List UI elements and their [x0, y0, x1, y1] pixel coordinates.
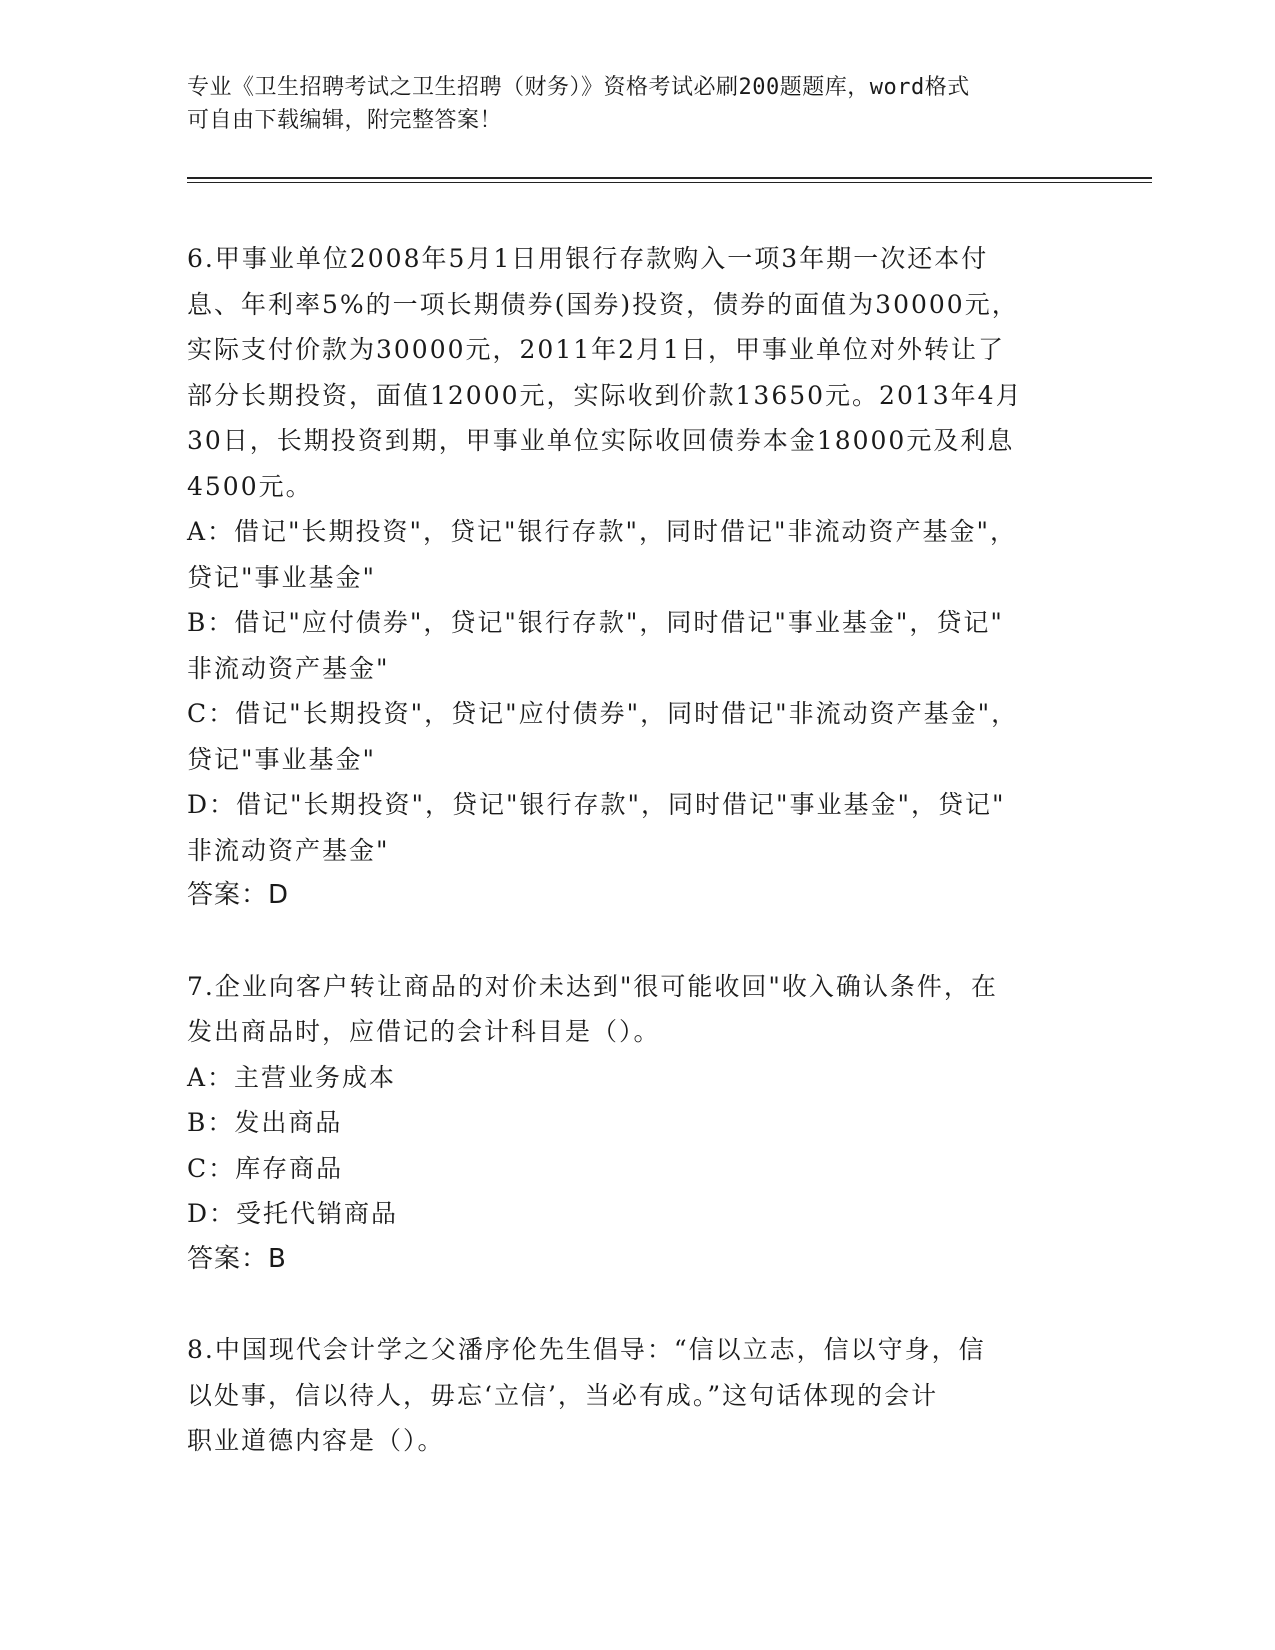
question-8 [187, 1327, 1067, 1464]
header-divider [187, 177, 1152, 179]
question-text-line: 以处事，信以待人，毋忘‘立信’，当必有成。”这句话体现的会计 [187, 1380, 939, 1410]
answer-line: 答案：B [187, 1243, 287, 1274]
question-text-line: 4500元。 [187, 471, 313, 501]
question-list [187, 236, 1067, 1464]
document-header [187, 71, 1067, 137]
question-7 [187, 964, 1067, 1283]
option-a-line: A：主营业务成本 [187, 1062, 397, 1092]
option-d-line: D：受托代销商品 [187, 1199, 399, 1228]
option-b-line: 非流动资产基金" [187, 653, 390, 683]
question-6 [187, 236, 1067, 919]
question-text-line: 息、年利率5%的一项长期债券(国券)投资，债券的面值为30000元， [187, 289, 1019, 319]
option-c-line: 贷记"事业基金" [187, 744, 376, 774]
option-b-line: B：借记"应付债券"，贷记"银行存款"，同时借记"事业基金"，贷记" [187, 608, 1004, 637]
question-spacer [187, 1282, 1067, 1327]
option-d-line: 非流动资产基金" [187, 835, 390, 865]
question-text-line: 8.中国现代会计学之父潘序伦先生倡导：“信以立志，信以守身，信 [187, 1335, 986, 1364]
question-text-line: 职业道德内容是（）。 [187, 1426, 445, 1455]
question-spacer [187, 919, 1067, 964]
question-text-line: 30日，长期投资到期，甲事业单位实际收回债券本金18000元及利息 [187, 426, 1015, 455]
question-text-line: 7.企业向客户转让商品的对价未达到"很可能收回"收入确认条件，在 [187, 971, 998, 1001]
answer-line: 答案：D [187, 880, 290, 910]
header-line: 专业《卫生招聘考试之卫生招聘（财务）》资格考试必刷200题题库，word格式 [187, 75, 970, 100]
option-a-line: A：借记"长期投资"，贷记"银行存款"，同时借记"非流动资产基金"， [187, 517, 1018, 546]
question-text-line: 6.甲事业单位2008年5月1日用银行存款购入一项3年期一次还本付 [187, 244, 989, 273]
header-line: 可自由下载编辑，附完整答案！ [187, 108, 503, 133]
question-text-line: 部分长期投资，面值12000元，实际收到价款13650元。2013年4月 [187, 380, 1023, 410]
question-text-line: 实际支付价款为30000元，2011年2月1日，甲事业单位对外转让了 [187, 335, 1005, 364]
option-a-line: 贷记"事业基金" [187, 562, 376, 592]
option-b-line: B：发出商品 [187, 1108, 343, 1137]
question-text-line: 发出商品时，应借记的会计科目是（）。 [187, 1017, 661, 1046]
option-d-line: D：借记"长期投资"，贷记"银行存款"，同时借记"事业基金"，贷记" [187, 790, 1006, 819]
option-c-line: C：借记"长期投资"，贷记"应付债券"，同时借记"非流动资产基金"， [187, 699, 1019, 728]
header-divider-thin [187, 182, 1152, 183]
option-c-line: C：库存商品 [187, 1153, 344, 1183]
